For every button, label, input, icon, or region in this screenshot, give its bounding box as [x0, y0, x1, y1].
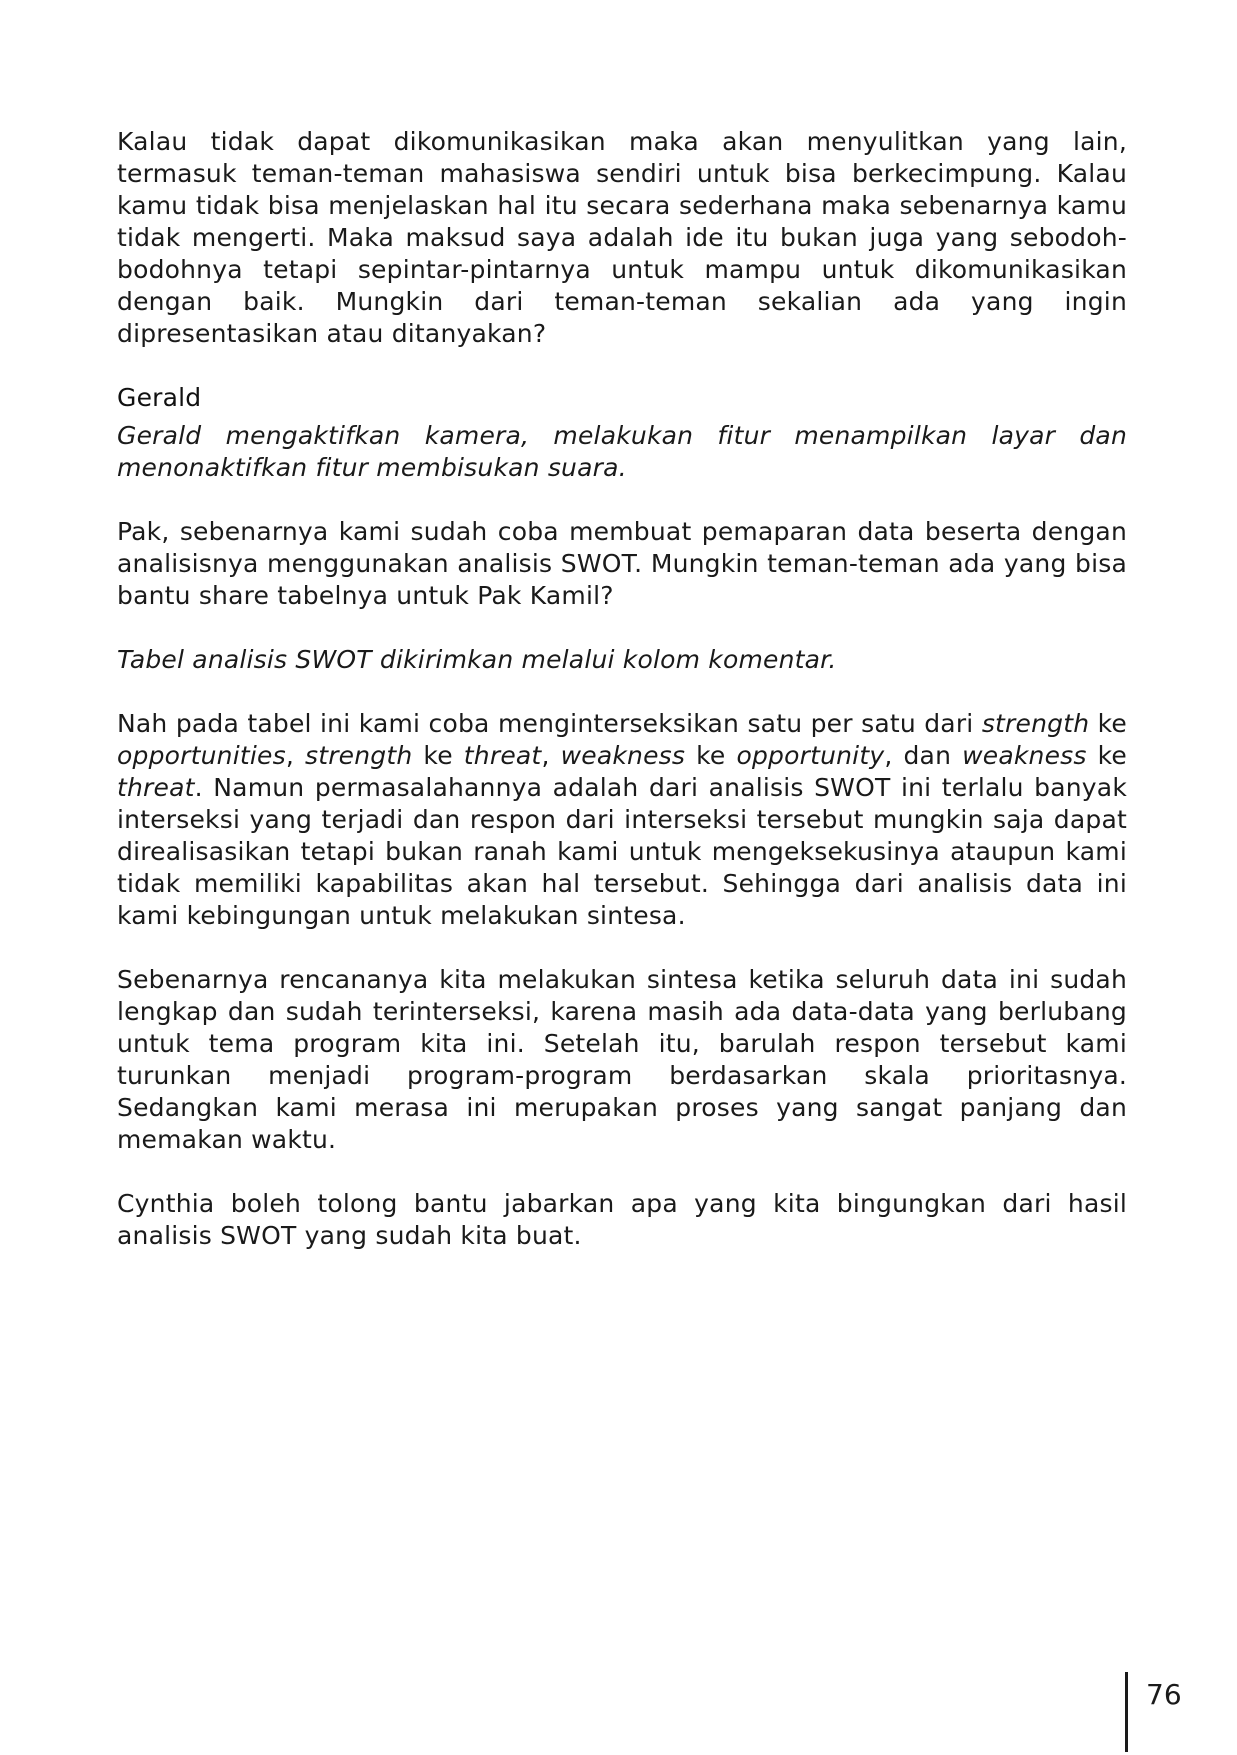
paragraph-5: Cynthia boleh tolong bantu jabarkan apa yang kita bingungkan dari hasil analisis SWOT yang sudah kita buat. — [117, 1189, 1127, 1250]
text-run: , — [541, 741, 561, 770]
text-run: . Namun permasalahannya adalah dari analisis SWOT ini terlalu banyak interseksi yang terjadi dan respon dari interseksi tersebut mungkin saja dapat direalisasikan tetapi bukan ranah kami untuk mengeksekusinya ataupun kami tidak memiliki kapabilitas akan hal tersebut. Sehingga dari analisis data ini kami kebingungan untuk melakukan sintesa. — [117, 773, 1127, 930]
text-run: ke — [1086, 741, 1128, 770]
stage-direction-2: Tabel analisis SWOT dikirimkan melalui kolom komentar. — [117, 645, 837, 674]
paragraph-4: Sebenarnya rencananya kita melakukan sintesa ketika seluruh data ini sudah lengkap dan sudah terinterseksi, karena masih ada data-data yang berlubang untuk tema program kita ini. Setelah itu, barulah respon tersebut kami turunkan menjadi program-program berdasarkan skala prioritasnya. Sedangkan kami merasa ini merupakan proses yang sangat panjang dan memakan waktu. — [117, 965, 1127, 1154]
text-run: ke — [685, 741, 737, 770]
text-run: , — [285, 741, 305, 770]
page-number: 76 — [1125, 1672, 1182, 1752]
italic-term: threat — [117, 773, 195, 802]
italic-term: strength — [981, 709, 1090, 738]
italic-term: threat — [463, 741, 542, 770]
italic-term: opportunity — [736, 741, 885, 770]
text-run: ke — [412, 741, 464, 770]
paragraph-1: Kalau tidak dapat dikomunikasikan maka akan menyulitkan yang lain, termasuk teman-teman mahasiswa sendiri untuk bisa berkecimpung. Kalau kamu tidak bisa menjelaskan hal itu secara sederhana maka sebenarnya kamu tidak mengerti. Maka maksud saya adalah ide itu bukan juga yang sebodoh-bodohnya tetapi sepintar-pintarnya untuk mampu untuk dikomunikasikan dengan baik. Mungkin dari teman-teman sekalian ada yang ingin dipresentasikan atau ditanyakan? — [117, 127, 1127, 348]
italic-term: opportunities — [117, 741, 286, 770]
italic-term: strength — [304, 741, 413, 770]
page-body — [117, 126, 1127, 1252]
italic-term: weakness — [560, 741, 686, 770]
text-run: Nah pada tabel ini kami coba menginterseksikan satu per satu dari — [117, 709, 982, 738]
paragraph-3 — [117, 708, 1127, 932]
text-run: ke — [1089, 709, 1128, 738]
speaker-name: Gerald — [117, 383, 202, 412]
stage-direction-1: Gerald mengaktifkan kamera, melakukan fitur menampilkan layar dan menonaktifkan fitur membisukan suara. — [117, 421, 1127, 482]
paragraph-2: Pak, sebenarnya kami sudah coba membuat pemaparan data beserta dengan analisisnya menggunakan analisis SWOT. Mungkin teman-teman ada yang bisa bantu share tabelnya untuk Pak Kamil? — [117, 517, 1127, 610]
italic-term: weakness — [962, 741, 1087, 770]
text-run: , dan — [884, 741, 963, 770]
